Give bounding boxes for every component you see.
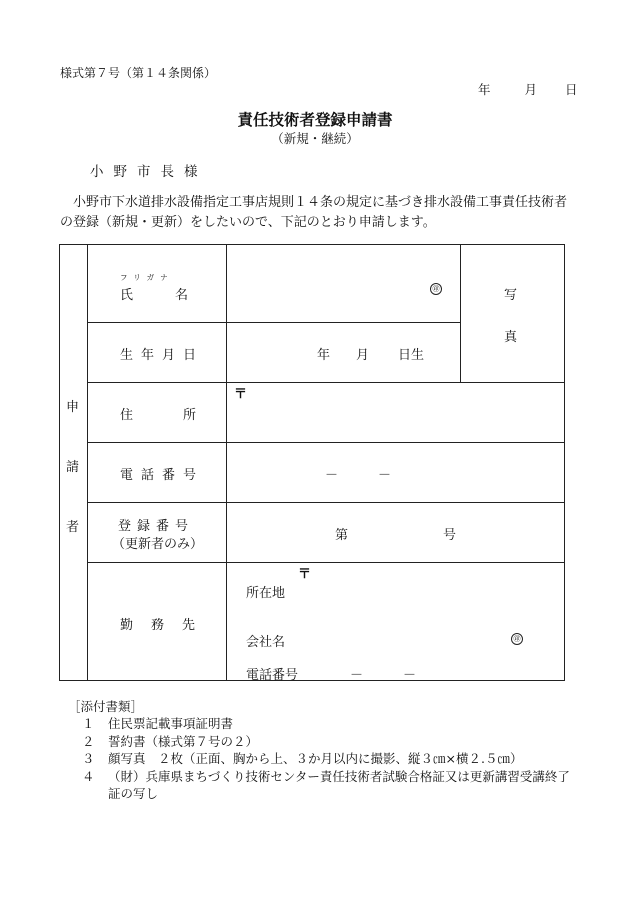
attachment-text: 顔写真 ２枚（正面、胸から上、３か月以内に撮影、縦３㎝×横２.５㎝） bbox=[108, 751, 523, 766]
phone-label: 電話番号 bbox=[120, 468, 205, 483]
date-year: 年 bbox=[478, 82, 491, 97]
workplace-dash-2: － bbox=[403, 668, 417, 683]
attachment-number: ４ bbox=[82, 768, 95, 784]
attachment-text: 住民票記載事項証明書 bbox=[108, 716, 234, 731]
photo-label-1: 写 bbox=[504, 288, 518, 303]
registration-suffix: 号 bbox=[443, 528, 457, 543]
birthdate-month: 月 bbox=[356, 348, 370, 363]
attachment-number: ３ bbox=[82, 751, 95, 766]
application-statement bbox=[60, 193, 572, 233]
date-month: 月 bbox=[524, 82, 538, 97]
attachment-number: １ bbox=[82, 716, 95, 731]
document-title: 責任技術者登録申請書 bbox=[237, 110, 393, 129]
workplace-label: 勤務先 bbox=[120, 618, 214, 633]
application-date bbox=[478, 80, 578, 98]
document-subtitle: （新規・継続） bbox=[271, 131, 359, 146]
applicant-label-1: 申 bbox=[66, 400, 80, 415]
attachments-heading: ［添付書類］ bbox=[68, 699, 144, 714]
registration-label: 登録番号 bbox=[118, 519, 195, 534]
postal-mark-address: 〒 bbox=[234, 387, 248, 402]
seal-mark-company: ㊞ bbox=[511, 633, 523, 645]
phone-dash-2: － bbox=[378, 468, 392, 483]
attachment-text: （財）兵庫県まちづくり技術センター責任技術者試験合格証又は更新講習受講終了証の写し bbox=[108, 768, 570, 801]
photo-label-2: 真 bbox=[504, 330, 518, 345]
address-label: 住所 bbox=[120, 408, 247, 423]
date-day: 日 bbox=[565, 82, 578, 97]
application-form-table bbox=[59, 244, 565, 681]
phone-dash-1: － bbox=[325, 468, 339, 483]
seal-mark-name: ㊞ bbox=[430, 283, 442, 295]
list-item bbox=[82, 715, 572, 733]
list-item bbox=[82, 750, 572, 768]
attachments-list bbox=[82, 715, 572, 803]
attachment-number: ２ bbox=[82, 733, 95, 749]
workplace-dash-1: － bbox=[350, 668, 364, 683]
workplace-company-label: 会社名 bbox=[246, 635, 286, 650]
workplace-location-label: 所在地 bbox=[246, 586, 286, 601]
attachment-text: 誓約書（様式第７号の２） bbox=[108, 733, 259, 749]
registration-sublabel: （更新者のみ） bbox=[112, 537, 204, 552]
applicant-label-2: 請 bbox=[66, 460, 80, 475]
birthdate-label: 生年月日 bbox=[120, 348, 205, 363]
statement-text: 小野市下水道排水設備指定工事店規則１４条の規定に基づき排水設備工事責任技術者の登録（新規・更新）をしたいので、下記のとおり申請します。 bbox=[60, 195, 568, 230]
birthdate-suffix: 日生 bbox=[398, 348, 425, 363]
birthdate-year: 年 bbox=[317, 348, 331, 363]
list-item bbox=[82, 733, 572, 751]
form-number: 様式第７号（第１４条関係） bbox=[60, 66, 217, 80]
workplace-phone-label: 電話番号 bbox=[246, 668, 299, 683]
registration-prefix: 第 bbox=[335, 528, 349, 543]
furigana-label: フリガナ bbox=[120, 273, 174, 282]
addressee: 小野市長様 bbox=[90, 164, 208, 180]
applicant-label-3: 者 bbox=[66, 520, 80, 535]
list-item bbox=[82, 768, 572, 803]
postal-mark-workplace: 〒 bbox=[298, 567, 312, 582]
name-label: 氏名 bbox=[120, 288, 231, 303]
